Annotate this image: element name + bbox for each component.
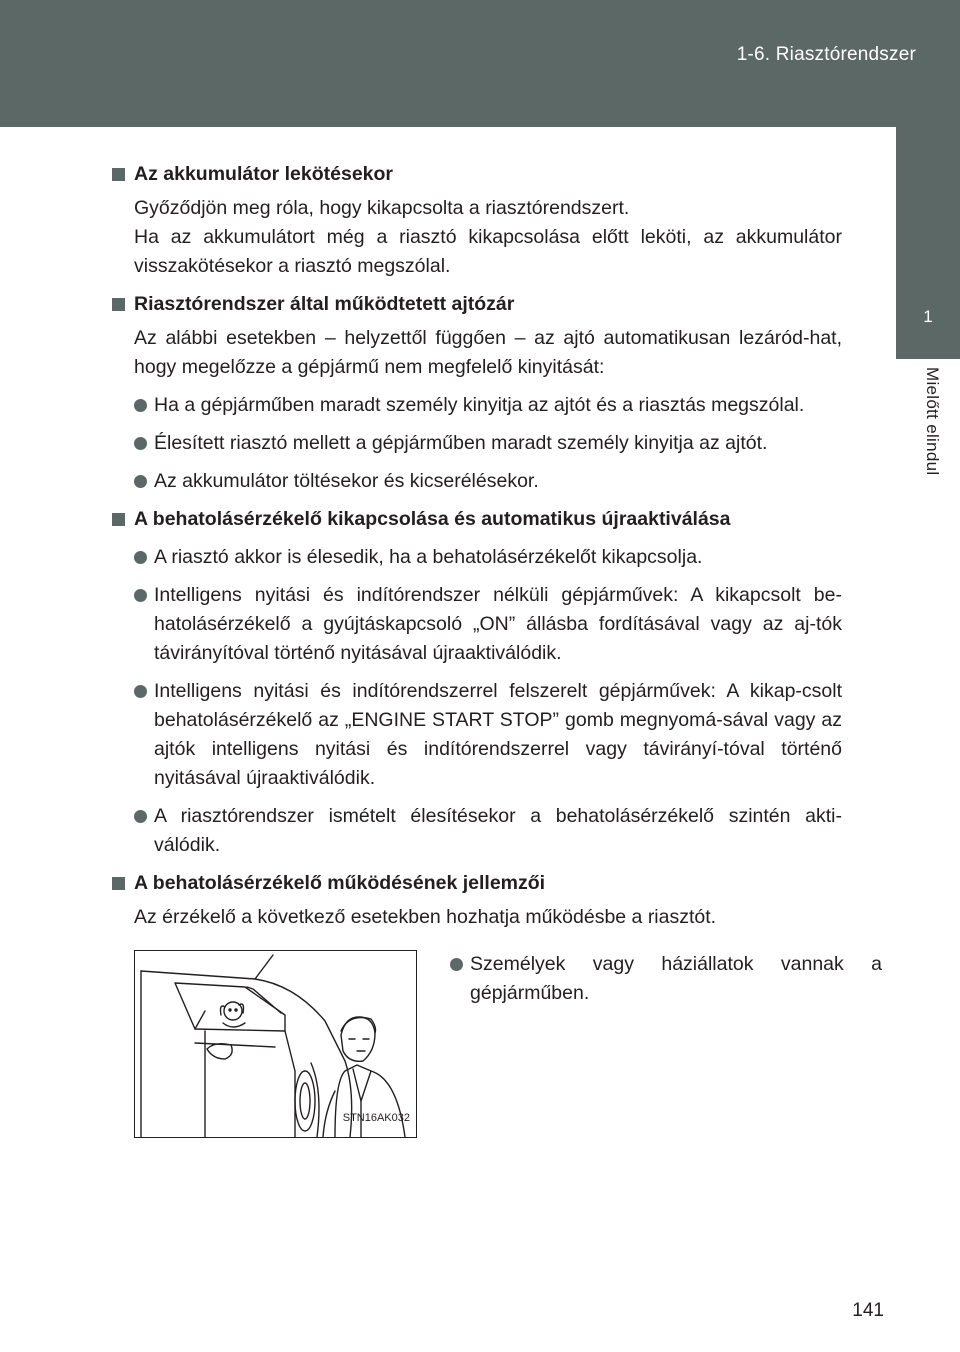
chapter-number: 1 <box>923 307 933 326</box>
list-item: A riasztórendszer ismételt élesítésekor a behatolásérzékelő szintén akti-válódik. <box>112 802 842 860</box>
circle-bullet-icon <box>134 399 147 412</box>
list-item: Személyek vagy háziállatok vannak a gépjárműben. <box>428 950 882 1008</box>
chapter-number-box <box>896 127 960 359</box>
square-bullet-icon <box>112 513 125 526</box>
circle-bullet-icon <box>134 589 147 602</box>
square-bullet-icon <box>112 168 125 181</box>
square-bullet-icon <box>112 877 125 890</box>
circle-bullet-icon <box>134 685 147 698</box>
chapter-side-tab <box>896 127 960 1352</box>
section-heading: Riasztórendszer által működtetett ajtózár <box>112 290 842 319</box>
square-bullet-icon <box>112 298 125 311</box>
circle-bullet-icon <box>450 958 463 971</box>
list-item: A riasztó akkor is élesedik, ha a behatolásérzékelőt kikapcsolja. <box>112 543 842 572</box>
section-title: 1-6. Riasztórendszer <box>736 44 916 65</box>
section-heading: A behatolásérzékelő kikapcsolása és automatikus újraaktiválása <box>112 505 842 534</box>
section-heading: Az akkumulátor lekötésekor <box>112 160 842 189</box>
circle-bullet-icon <box>134 475 147 488</box>
paragraph: Az érzékelő a következő esetekben hozhatja működésbe a riasztót. <box>134 906 717 928</box>
figure-row <box>112 950 882 1140</box>
paragraph: Az alábbi esetekben – helyzettől függően – az ajtó automatikusan lezáród-hat, hogy megelőzze a gépjármű nem megfelelő kinyitását: <box>134 327 842 378</box>
list-item: Intelligens nyitási és indítórendszer nélküli gépjárművek: A kikapcsolt be-hatolásérzékelő a gyújtáskapcsoló „ON” állásba fordításával vagy az aj-tók távirányítóval történő nyitásával újraaktiválódik. <box>112 581 842 668</box>
circle-bullet-icon <box>134 810 147 823</box>
page-content <box>112 160 882 1140</box>
circle-bullet-icon <box>134 437 147 450</box>
list-item: Intelligens nyitási és indítórendszerrel felszerelt gépjárművek: A kikap-csolt behatolásérzékelő az „ENGINE START STOP” gomb megnyomá-sával vagy az ajtók intelligens nyitási és indítórendszerrel vagy távirányí-tóval történő nyitásával újraaktiválódik. <box>112 677 842 793</box>
page-header <box>0 0 960 127</box>
page-number: 141 <box>852 1300 884 1321</box>
list-item: Élesített riasztó mellett a gépjárműben maradt személy kinyitja az ajtót. <box>112 429 842 458</box>
list-item: Ha a gépjárműben maradt személy kinyitja az ajtót és a riasztás megszólal. <box>112 391 842 420</box>
paragraph: Ha az akkumulátort még a riasztó kikapcsolása előtt leköti, az akkumulátor visszakötésekor a riasztó megszólal. <box>134 226 842 277</box>
circle-bullet-icon <box>134 551 147 564</box>
illustration-figure <box>134 950 417 1138</box>
list-item: Az akkumulátor töltésekor és kicserélésekor. <box>112 467 842 496</box>
paragraph: Győződjön meg róla, hogy kikapcsolta a riasztórendszert. <box>134 197 630 219</box>
figure-code: STN16AK032 <box>342 1112 410 1124</box>
section-heading: A behatolásérzékelő működésének jellemzői <box>112 869 842 898</box>
chapter-title: Mielőtt elindul <box>923 367 942 476</box>
